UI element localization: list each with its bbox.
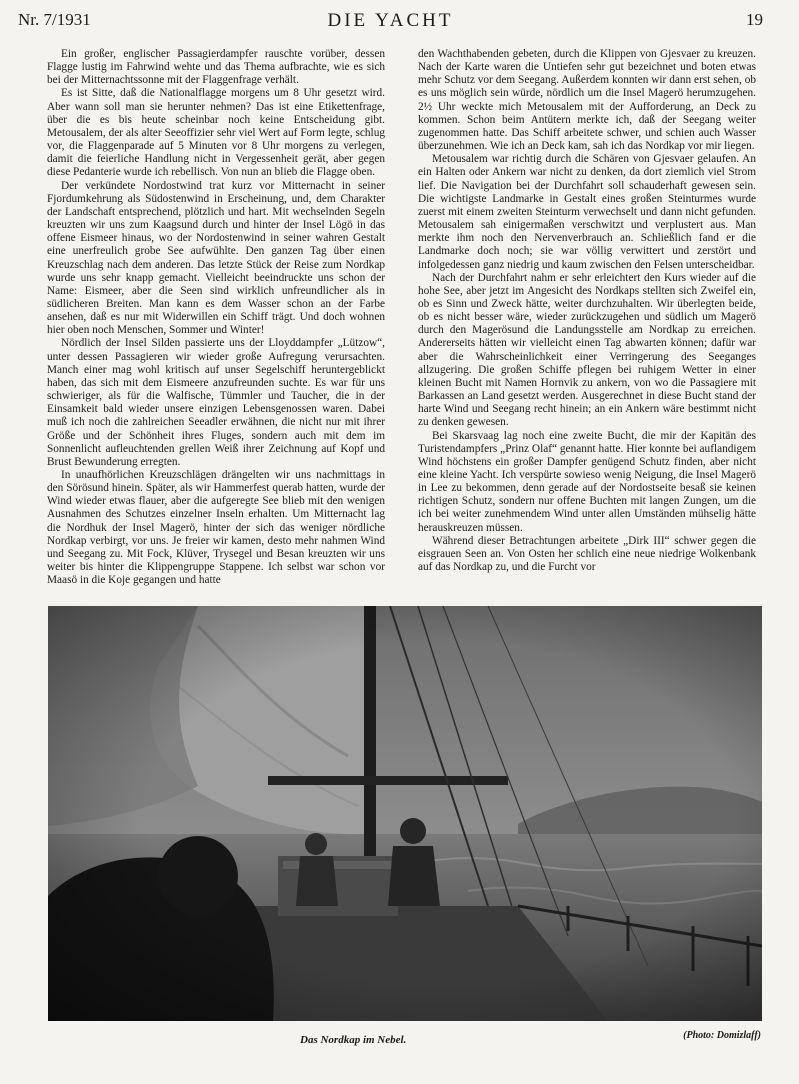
photo-caption: Das Nordkap im Nebel.	[300, 1034, 407, 1046]
paragraph: Nördlich der Insel Silden passierte uns der Lloyddampfer „Lützow“, unter dessen Passagieren wir wieder große Aufregung verursachten. Manch einer mag wohl kritisch auf unser Segelschiff heruntergeblickt haben, das sich mit dem Eismeere anzufreunden suchte. Es war für uns schwieriger, als für die Walfische, Tümmler und Taucher, die in der Einsamkeit bald wieder unsere einzigen Lebensgenossen waren. Dabei muß ich noch die zahlreichen Seeadler erwähnen, die nicht nur mit ihrer Größe und der Schönheit ihres Fluges, sondern auch mit dem im Sonnenlicht aufleuchtenden grellen Weiß ihrer Zeichnung auf Kopf und Brust Bewunderung erregten.	[47, 337, 385, 468]
paragraph: Metousalem war richtig durch die Schären von Gjesvaer gelaufen. An ein Halten oder Ankern war nicht zu denken, da dort ziemlich viel Strom lief. Die Navigation bei der Durchfahrt soll schauderhaft gewesen sein. Die wichtigste Landmarke in Gestalt eines großen Steinturmes wurde zuerst mit einem zweiten Steinturm verwechselt und dann nicht gefunden. Metousalem sah einigermaßen verschwitzt und verplustert aus. Man merkte ihm noch den Nervenverbrauch an. Schließlich fand er die Landmarke doch noch; sie war völlig verwittert und zerstört und infolgedessen ganz niedrig und kaum zwischen den Felsen unterscheidbar.	[418, 153, 756, 271]
paragraph: Ein großer, englischer Passagierdampfer rauschte vorüber, dessen Flagge lustig im Fahrwind wehte und das Thema aufbrachte, wie es sich bei der Mitternachtssonne mit der Flaggenfrage verhält.	[47, 48, 385, 87]
paragraph: den Wachthabenden gebeten, durch die Klippen von Gjesvaer zu kreuzen. Nach der Karte waren die Untiefen sehr gut bezeichnet und boten etwas mehr Schutz vor dem Seegang. Außerdem konnten wir dann erst sehen, ob es uns möglich sein würde, nördlich um die Insel Magerö herumzugehen. 2½ Uhr weckte mich Metousalem mit der Aufforderung, an Deck zu kommen. Schon beim Antütern merkte ich, daß der Seegang weiter zugenommen hatte. Das Schiff arbeitete schwer, und schien auch Wasser überzunehmen. Wie ich an Deck kam, sah ich das Nordkap vor mir liegen.	[418, 48, 756, 153]
photo-credit: (Photo: Domizlaff)	[683, 1030, 761, 1041]
magazine-title: DIE YACHT	[327, 10, 454, 31]
paragraph: Nach der Durchfahrt nahm er sehr erleichtert den Kurs wieder auf die hohe See, aber jetzt im Angesicht des Nordkaps stellten sich Zweifel ein, ob es Sinn und Zweck hätte, weiter durchzuhalten. Wir überlegten beide, ob es nicht besser wäre, wieder zurückzugehen und südlich um Magerö durch den Magerösund die Landungsstelle am Nordkap zu erreichen. Andererseits hätten wir vielleicht einen Tag abwarten können; dafür war aber die Wahrscheinlichkeit einer Verringerung des Seeganges allzugering. Die großen Schiffe pflegen bei ruhigem Wetter in einer kleinen Bucht mit Namen Hornvik zu ankern, von wo die Passagiere mit Barkassen an Land gesetzt werden. Ausgerechnet in diese Bucht stand der harte Wind und Seegang recht hinein; an ein Ankern wäre bestimmt nicht zu denken gewesen.	[418, 271, 756, 429]
paragraph: Bei Skarsvaag lag noch eine zweite Bucht, die mir der Kapitän des Turistendampfers „Prinz Olaf“ genannt hatte. Hier konnte bei auflandigem Wind höchstens ein großer Dampfer genügend Schutz finden, aber nicht eine kleine Yacht. Ich verspürte sowieso wenig Neigung, die Insel Magerö in Lee zu bekommen, denn gerade auf der Nordostseite besaß sie keinen richtigen Schutz, sondern nur offene Buchten mit langen Zungen, um die ich bei weiter zunehmendem Wind unter allen Umständen mühselig hätte herauskreuzen müssen.	[418, 429, 756, 534]
issue-number: Nr. 7/1931	[18, 10, 91, 29]
text-column-right	[418, 48, 756, 588]
photo-nordkap-fog	[48, 606, 762, 1021]
page-header	[18, 10, 763, 36]
paragraph: Der verkündete Nordostwind trat kurz vor Mitternacht in seiner Fjordumkehrung als Südostenwind in Erscheinung, und, dem Charakter der Landschaft entsprechend, plötzlich und hart. Mit wechselnden Segeln kreuzten wir uns zum Kaagsund durch und hinter der Insel Lögö in das offene Eismeer hinaus, wo der Nordostenwind in seiner wahren Gestalt eine unerfreulich grobe See aufwühlte. Den ganzen Tag über einen Kreuzschlag nach dem anderen. Das letzte Stück der Reise zum Nordkap wurde uns sehr knapp gemacht. Vielleicht beeindruckte uns schon der Name: Eismeer, aber die Seen sind wirklich unfreundlicher als in südlicheren Breiten. Man kann es dem Wasser schon an der Farbe ansehen, daß es nur mit Widerwillen ein Schiff trägt. Und doch wohnen hier oben noch Menschen, Sommer und Winter!	[47, 179, 385, 337]
paragraph: Es ist Sitte, daß die Nationalflagge morgens um 8 Uhr gesetzt wird. Aber wann soll man sie herunter nehmen? Das ist eine Etikettenfrage, über die es bis heute scheinbar noch keine Entscheidung gibt. Metousalem, der als alter Seeoffizier sehr viel Wert auf Form legte, schlug vor, die Flaggenparade auf 5 Minuten vor 8 Uhr morgens zu verlegen, damit die feierliche Handlung nicht in Vergessenheit gerät, aber gegen diese Pedanterie wurde ich rebellisch. Von nun an blieb die Flagge oben.	[47, 87, 385, 179]
page-number: 19	[746, 10, 763, 29]
paragraph: In unaufhörlichen Kreuzschlägen drängelten wir uns nachmittags in den Sörösund hinein. Später, als wir Hammerfest querab hatten, wurde der Wind wieder etwas flauer, aber die aufgeregte See blieb mit den wenigen Ausnahmen des Schutzes einzelner Inseln erhalten. Um Mitternacht lag die Nordhuk der Insel Magerö, hinter der sich das weniger nördliche Nordkap verbirgt, vor uns. Je freier wir kamen, desto mehr nahmen Wind und Seegang zu. Mit Fock, Klüver, Trysegel und Besan kreuzten wir uns weiter bis hinter die Klippengruppe Stappene. Ich selbst war schon vor Maasö in die Koje gegangen und hatte	[47, 469, 385, 587]
paragraph: Während dieser Betrachtungen arbeitete „Dirk III“ schwer gegen die eisgrauen Seen an. Von Osten her schlich eine neue niedrige Wolkenbank auf das Nordkap zu, und die Furcht vor	[418, 534, 756, 574]
text-column-left	[47, 48, 385, 588]
